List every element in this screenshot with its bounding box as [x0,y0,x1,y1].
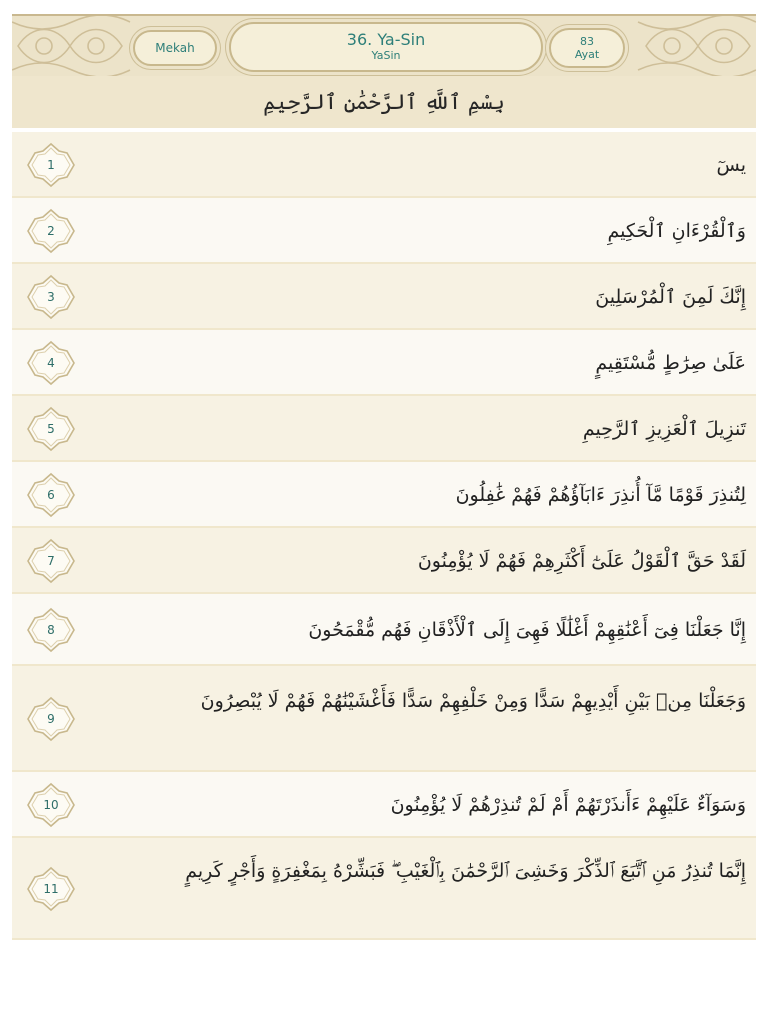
verse-number-badge [18,141,84,189]
ayat-label: Ayat [574,48,600,61]
surah-title: 36. Ya-Sin [346,30,426,49]
verse-row[interactable] [12,132,756,198]
verse-number-badge [18,537,84,585]
verse-number-badge [18,606,84,654]
verse-row[interactable] [12,330,756,396]
verse-text: يسٓ [716,154,746,176]
bismillah-banner [12,76,756,128]
verse-number: 6 [47,488,55,502]
verse-text: إِنَّكَ لَمِنَ ٱلْمُرْسَلِينَ [595,286,746,308]
verse-number-badge [18,471,84,519]
verse-row[interactable] [12,462,756,528]
revelation-place: Mekah [155,41,195,55]
verse-text: تَنزِيلَ ٱلْعَزِيزِ ٱلرَّحِيمِ [582,418,746,440]
surah-header [12,14,756,78]
verse-text: لِتُنذِرَ قَوْمًا مَّآ أُنذِرَ ءَابَآؤُهُمْ فَهُمْ غَٰفِلُونَ [455,484,746,506]
verse-number: 2 [47,224,55,238]
verse-text: وَٱلْقُرْءَانِ ٱلْحَكِيمِ [607,220,746,242]
bismillah-text: بِسْمِ ٱللَّهِ ٱلرَّحْمَٰنِ ٱلرَّحِيمِ [263,90,505,114]
verse-text: وَسَوَآءٌ عَلَيْهِمْ ءَأَنذَرْتَهُمْ أَمْ لَمْ تُنذِرْهُمْ لَا يُؤْمِنُونَ [390,794,746,816]
verse-number: 3 [47,290,55,304]
surah-subtitle: YaSin [371,49,401,62]
verse-row[interactable] [12,838,756,940]
verse-number-badge [18,865,84,913]
verse-text: لَقَدْ حَقَّ ٱلْقَوْلُ عَلَىٰٓ أَكْثَرِهِمْ فَهُمْ لَا يُؤْمِنُونَ [417,550,746,572]
verse-number-badge [18,273,84,321]
revelation-place-badge [133,30,217,66]
verse-number: 1 [47,158,55,172]
verse-row[interactable] [12,594,756,666]
verse-row[interactable] [12,528,756,594]
verse-number: 10 [43,798,59,812]
verse-text: وَجَعَلْنَا مِنۢ بَيْنِ أَيْدِيهِمْ سَدًّا وَمِنْ خَلْفِهِمْ سَدًّا فَأَغْشَيْنَٰهُمْ فَهُمْ لَا يُبْصِرُونَ [200,690,746,712]
verse-number-badge [18,695,84,743]
verse-row[interactable] [12,772,756,838]
verse-list [12,132,756,940]
verse-number: 9 [47,712,55,726]
verse-row[interactable] [12,198,756,264]
verse-row[interactable] [12,396,756,462]
verse-number: 4 [47,356,55,370]
surah-title-banner [229,22,543,72]
verse-text: عَلَىٰ صِرَٰطٍ مُّسْتَقِيمٍ [595,352,746,374]
verse-number: 5 [47,422,55,436]
ayat-count-badge [549,28,625,68]
verse-number: 7 [47,554,55,568]
verse-number: 11 [43,882,59,896]
ayat-count: 83 [580,35,594,48]
verse-number: 8 [47,623,55,637]
verse-text: إِنَّمَا تُنذِرُ مَنِ ٱتَّبَعَ ٱلذِّكْرَ وَخَشِىَ ٱلرَّحْمَٰنَ بِٱلْغَيْبِ ۖ فَبَشِّرْهُ بِمَغْفِرَةٍ وَأَجْرٍ كَرِيمٍ [185,860,746,882]
verse-number-badge [18,207,84,255]
verse-row[interactable] [12,666,756,772]
verse-row[interactable] [12,264,756,330]
verse-number-badge [18,781,84,829]
verse-text: إِنَّا جَعَلْنَا فِىٓ أَعْنَٰقِهِمْ أَغْلَٰلًا فَهِىَ إِلَى ٱلْأَذْقَانِ فَهُم مُّقْمَحُونَ [308,619,746,641]
verse-number-badge [18,405,84,453]
verse-number-badge [18,339,84,387]
